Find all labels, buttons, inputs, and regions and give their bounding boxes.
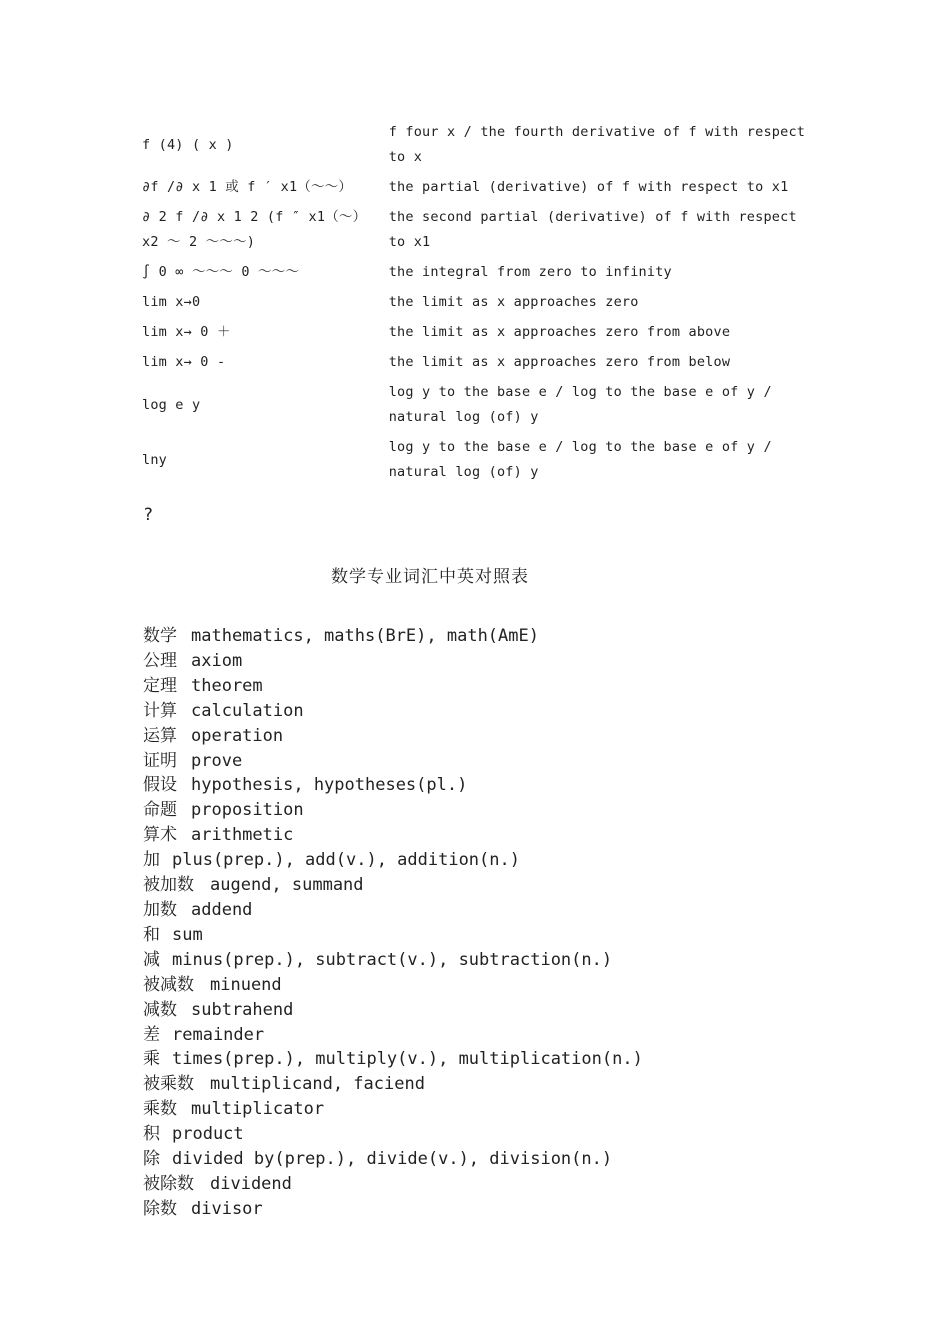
list-item: [143, 798, 643, 823]
term-chinese: 和: [143, 924, 160, 945]
list-item: [143, 773, 643, 798]
term-english: arithmetic: [191, 825, 294, 846]
table-row: [140, 258, 812, 288]
table-row: [140, 203, 812, 258]
notation-symbol: lny: [142, 451, 167, 468]
list-item: [143, 1147, 643, 1172]
term-english: axiom: [191, 650, 243, 671]
term-chinese: 数学: [143, 626, 177, 646]
term-chinese: 公理: [143, 650, 177, 671]
term-chinese: 乘数: [143, 1099, 177, 1120]
notation-reading: the second partial (derivative) of f with respect to x1: [388, 209, 797, 250]
question-mark: ?: [143, 505, 154, 525]
notation-symbol: ∂f /∂ x 1 或 f ′ x1（～～）: [142, 179, 353, 195]
term-chinese: 除数: [143, 1198, 177, 1219]
term-chinese: 计算: [143, 700, 177, 721]
term-chinese: 被加数: [143, 875, 194, 896]
notation-reading: the partial (derivative) of f with respect to x1: [388, 179, 789, 195]
list-item: [143, 1097, 643, 1122]
list-item: [143, 1072, 643, 1097]
list-item: [143, 749, 643, 774]
term-chinese: 加: [143, 850, 160, 871]
term-chinese: 积: [143, 1124, 160, 1145]
list-item: [143, 973, 643, 998]
term-english: remainder: [172, 1024, 265, 1045]
term-english: times(prep.), multiply(v.), multiplication(n.): [172, 1049, 643, 1070]
term-chinese: 定理: [143, 675, 177, 696]
table-row: [140, 173, 812, 203]
term-english: plus(prep.), add(v.), addition(n.): [172, 850, 520, 871]
notation-reading: log y to the base e / log to the base e of y / natural log (of) y: [388, 439, 772, 480]
list-item: [143, 823, 643, 848]
list-item: [143, 724, 643, 749]
notation-reading: f four x / the fourth derivative of f with respect to x: [388, 124, 806, 165]
term-english: dividend: [210, 1173, 292, 1194]
notation-symbol: f (4) ( x ): [142, 136, 234, 153]
term-english: subtrahend: [191, 999, 294, 1020]
notation-reading: the limit as x approaches zero from below: [388, 354, 731, 370]
list-item: [143, 1172, 643, 1197]
term-chinese: 证明: [143, 750, 177, 771]
table-row: [140, 378, 812, 433]
table-row: [140, 118, 812, 173]
term-chinese: 除: [143, 1149, 160, 1170]
notation-symbol: lim x→ 0 -: [142, 354, 226, 370]
term-english: addend: [191, 899, 253, 920]
notation-reading: the limit as x approaches zero from above: [388, 324, 731, 340]
notation-symbol: ∫ 0 ∞ ～～～ 0 ～～～: [142, 264, 300, 280]
notation-reading: the integral from zero to infinity: [388, 264, 672, 280]
list-item: [143, 998, 643, 1023]
list-item: [143, 923, 643, 948]
term-english: mathematics, maths(BrE), math(AmE): [191, 626, 539, 646]
term-chinese: 减数: [143, 999, 177, 1020]
list-item: [143, 1122, 643, 1147]
term-chinese: 加数: [143, 899, 177, 920]
notation-symbol: log e y: [142, 396, 201, 413]
list-item: [143, 848, 643, 873]
term-english: sum: [172, 924, 203, 945]
term-english: divided by(prep.), divide(v.), division(n.): [172, 1149, 613, 1170]
term-chinese: 被减数: [143, 974, 194, 995]
notation-symbol: ∂ 2 f /∂ x 1 2 (f ″ x1（～） x2 ～ 2 ～～～): [142, 209, 367, 250]
list-item: [143, 1047, 643, 1072]
table-row: [140, 288, 812, 318]
term-english: calculation: [191, 700, 304, 721]
notation-reading: the limit as x approaches zero: [388, 294, 639, 310]
list-item: [143, 674, 643, 699]
term-english: minus(prep.), subtract(v.), subtraction(n.): [172, 949, 613, 970]
term-chinese: 减: [143, 949, 160, 970]
term-chinese: 命题: [143, 800, 177, 821]
term-english: multiplicator: [191, 1099, 325, 1120]
term-chinese: 假设: [143, 775, 177, 796]
term-chinese: 被除数: [143, 1173, 194, 1194]
term-english: proposition: [191, 800, 304, 821]
notation-symbol: lim x→ 0 ＋: [142, 324, 231, 340]
list-item: [143, 649, 643, 674]
notation-symbol: lim x→0: [142, 294, 201, 310]
section-title: 数学专业词汇中英对照表: [331, 567, 529, 587]
list-item: [143, 624, 643, 649]
table-row: [140, 433, 812, 488]
term-english: multiplicand, faciend: [210, 1074, 425, 1095]
table-row: [140, 348, 812, 378]
list-item: [143, 948, 643, 973]
list-item: [143, 699, 643, 724]
term-english: minuend: [210, 974, 282, 995]
term-english: divisor: [191, 1198, 263, 1219]
term-english: theorem: [191, 675, 263, 696]
term-chinese: 算术: [143, 825, 177, 846]
term-chinese: 差: [143, 1024, 160, 1045]
term-chinese: 运算: [143, 725, 177, 746]
notation-table: [140, 118, 812, 488]
term-english: product: [172, 1124, 244, 1145]
term-english: prove: [191, 750, 243, 771]
list-item: [143, 1023, 643, 1048]
list-item: [143, 1197, 643, 1222]
vocabulary-list: [143, 624, 643, 1222]
term-english: augend, summand: [210, 875, 364, 896]
term-chinese: 乘: [143, 1049, 160, 1070]
table-row: [140, 318, 812, 348]
term-chinese: 被乘数: [143, 1074, 194, 1095]
term-english: operation: [191, 725, 284, 746]
term-english: hypothesis, hypotheses(pl.): [191, 775, 468, 796]
list-item: [143, 898, 643, 923]
list-item: [143, 873, 643, 898]
notation-reading: log y to the base e / log to the base e of y / natural log (of) y: [388, 384, 772, 425]
